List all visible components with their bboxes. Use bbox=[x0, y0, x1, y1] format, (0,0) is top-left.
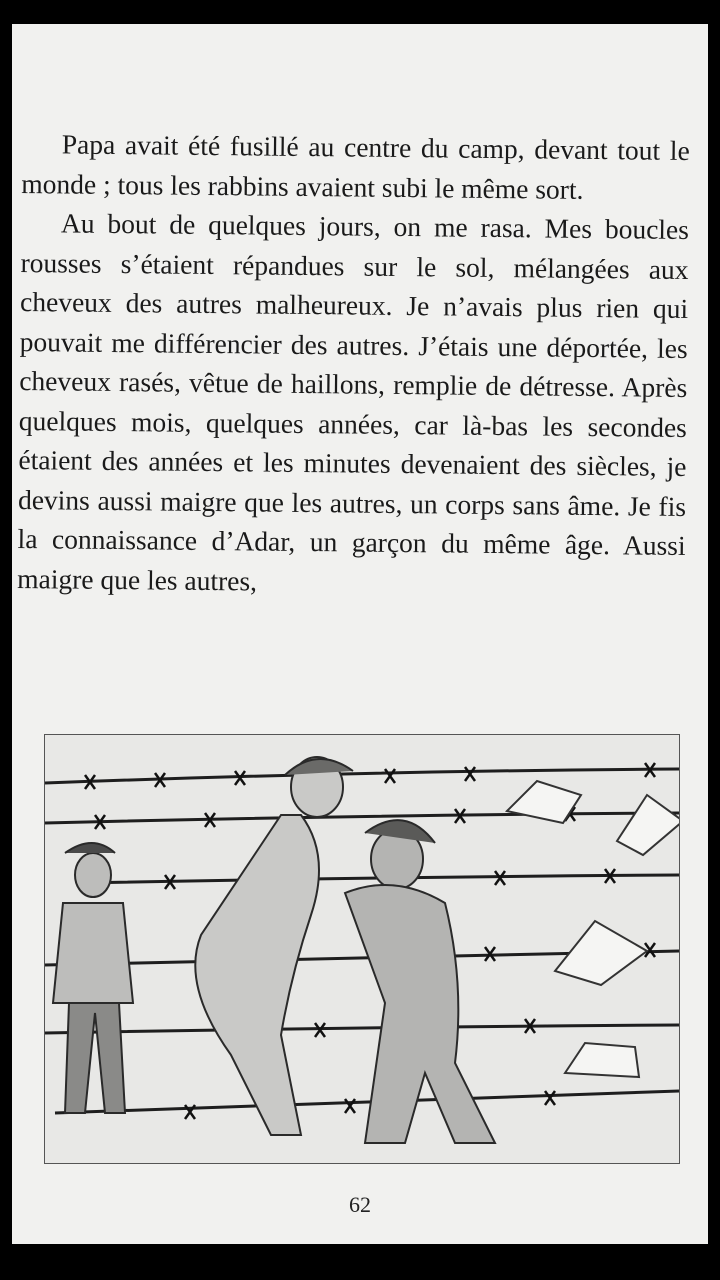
page-number: 62 bbox=[349, 1192, 371, 1217]
barbed-wire-drawing bbox=[45, 735, 679, 1163]
page-text bbox=[17, 124, 690, 605]
pencil-illustration bbox=[44, 734, 680, 1164]
book-page bbox=[12, 24, 708, 1244]
paragraph-2: Au bout de quelques jours, on me rasa. Mes boucles rousses s’étaient répandues sur le sol, mélangées aux cheveux des autres malheureux. Je n’avais plus rien qui pouvait me différencier des autres. J’étais une déportée, les cheveux rasés, vêtue de haillons, remplie de détresse. Après quelques mois, quelques années, car là-bas les secondes étaient des années et les minutes devenaient des siècles, je devins aussi maigre que les autres, un corps sans âme. Je fis la connaissance d’Adar, un garçon du même âge. Aussi maigre que les autres, bbox=[17, 207, 690, 596]
paragraph-1: Papa avait été fusillé au centre du camp, devant tout le monde ; tous les rabbins avaient subi le même sort. bbox=[21, 128, 690, 205]
